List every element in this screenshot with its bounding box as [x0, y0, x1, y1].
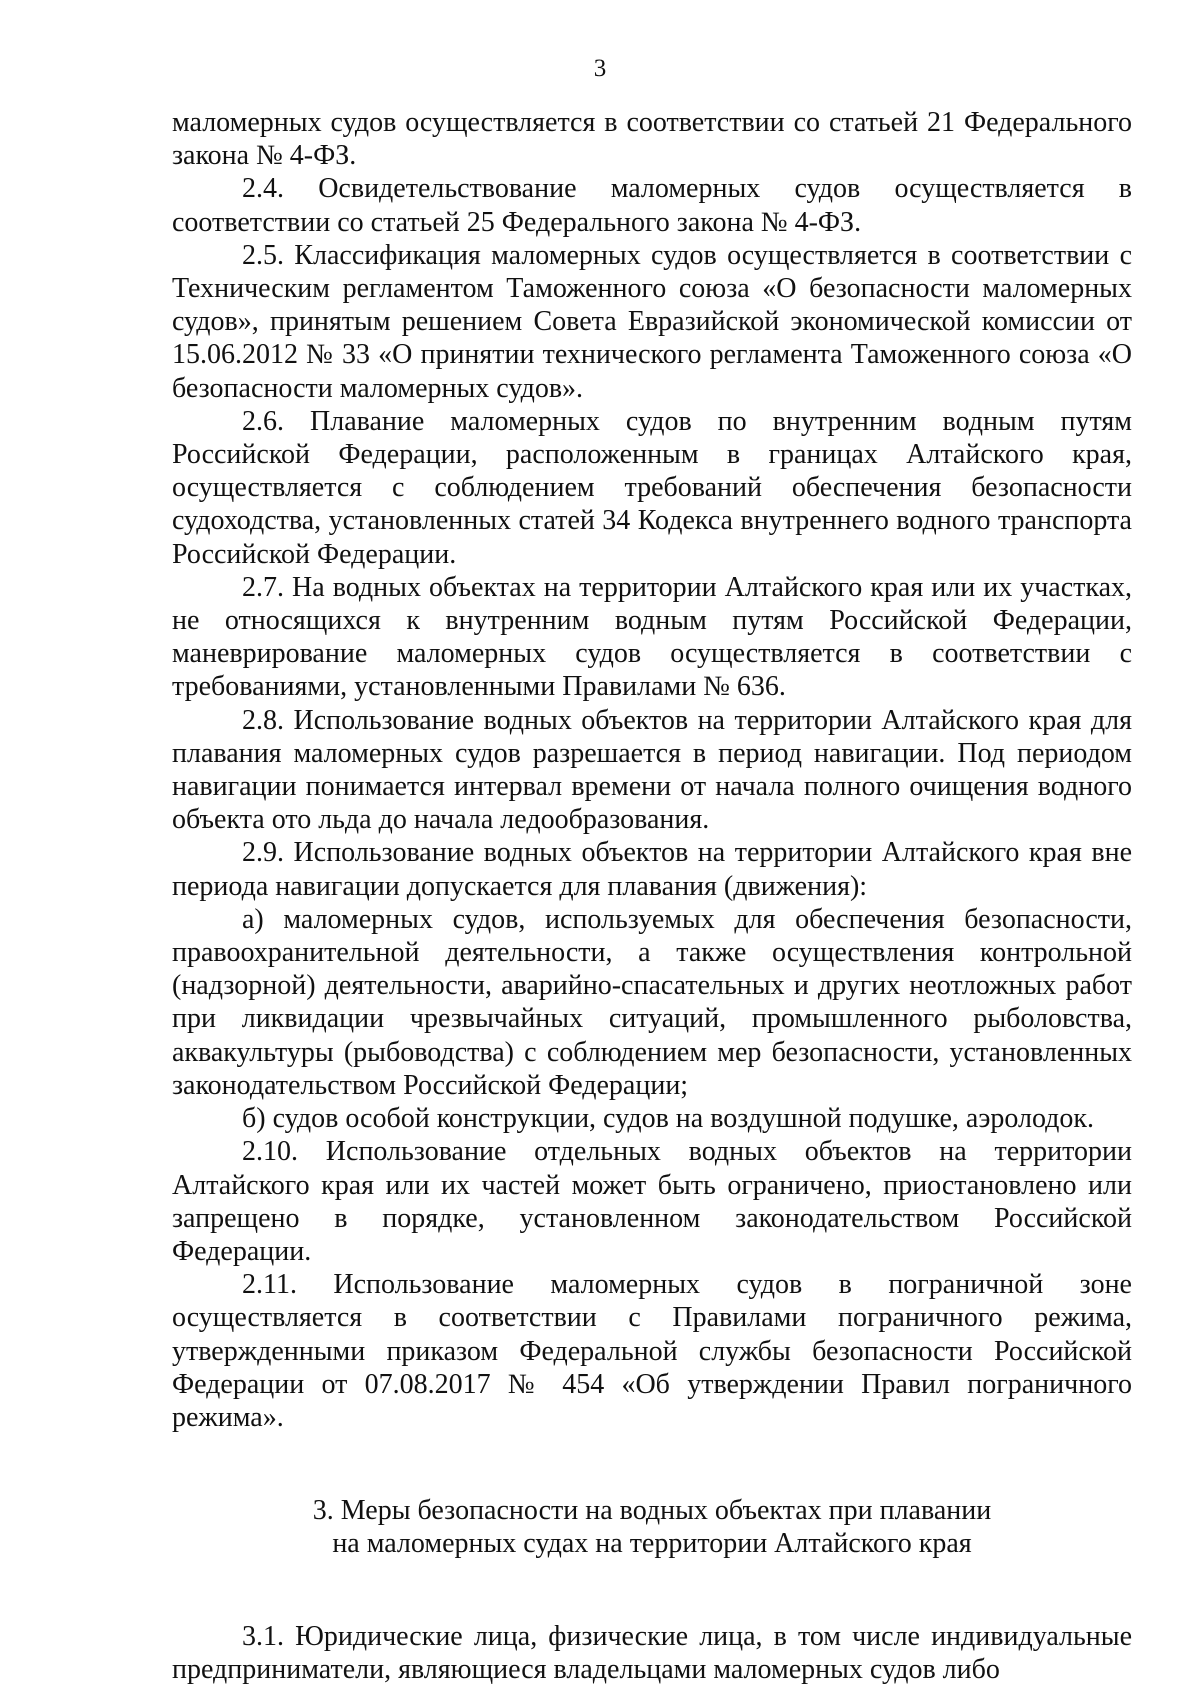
paragraph-2-9: 2.9. Использование водных объектов на территории Алтайского края вне периода навигации допускается для плавания (движения):	[172, 837, 1132, 902]
paragraph-continuation: маломерных судов осуществляется в соответствии со статьей 21 Федерального закона № 4-ФЗ.	[172, 107, 1132, 172]
paragraph-2-4: 2.4. Освидетельствование маломерных судов осуществляется в соответствии со статьей 25 Федерального закона № 4-ФЗ.	[172, 173, 1132, 238]
paragraph-2-8: 2.8. Использование водных объектов на территории Алтайского края для плавания маломерных судов разрешается в период навигации. Под периодом навигации понимается интервал времени от начала полного очищения водного объекта ото льда до начала ледообразования.	[172, 704, 1132, 836]
section-heading-line-2: на маломерных судах на территории Алтайского края	[332, 1528, 972, 1560]
paragraph-2-9-b: б) судов особой конструкции, судов на воздушной подушке, аэролодок.	[242, 1103, 1094, 1135]
paragraph-2-5: 2.5. Классификация маломерных судов осуществляется в соответствии с Техническим регламентом Таможенного союза «О безопасности маломерных судов», принятым решением Совета Евразийской экономической комиссии от 15.06.2012 № 33 «О принятии технического регламента Таможенного союза «О безопасности маломерных судов».	[172, 239, 1132, 404]
paragraph-3-1: 3.1. Юридические лица, физические лица, в том числе индивидуальные предприниматели, являющиеся владельцами маломерных судов либо	[172, 1621, 1132, 1686]
paragraph-2-11: 2.11. Использование маломерных судов в пограничной зоне осуществляется в соответствии с Правилами пограничного режима, утвержденными приказом Федеральной службы безопасности Российской Федерации от 07.08.2017 № 454 «Об утверждении Правил пограничного режима».	[172, 1269, 1132, 1433]
page-number: 3	[593, 55, 607, 82]
paragraph-2-7: 2.7. На водных объектах на территории Алтайского края или их участках, не относящихся к внутренним водным путям Российской Федерации, маневрирование маломерных судов осуществляется в соответствии с требованиями, установленными Правилами № 636.	[172, 571, 1132, 703]
paragraph-2-6: 2.6. Плавание маломерных судов по внутренним водным путям Российской Федерации, расположенным в границах Алтайского края, осуществляется с соблюдением требований обеспечения безопасности судоходства, установленных статей 34 Кодекса внутреннего водного транспорта Российской Федерации.	[172, 405, 1132, 570]
paragraph-2-9-a: а) маломерных судов, используемых для обеспечения безопасности, правоохранительной деятельности, а также осуществления контрольной (надзорной) деятельности, аварийно-спасательных и других неотложных работ при ликвидации чрезвычайных ситуаций, промышленного рыболовства, аквакультуры (рыбоводства) с соблюдением мер безопасности, установленных законодательством Российской Федерации;	[172, 903, 1132, 1101]
document-body	[172, 106, 1132, 1687]
paragraph-2-10: 2.10. Использование отдельных водных объектов на территории Алтайского края или их частей может быть ограничено, приостановлено или запрещено в порядке, установленном законодательством Российской Федерации.	[172, 1136, 1132, 1267]
section-heading	[172, 1494, 1132, 1560]
section-heading-line-1: 3. Меры безопасности на водных объектах при плавании	[312, 1495, 992, 1527]
